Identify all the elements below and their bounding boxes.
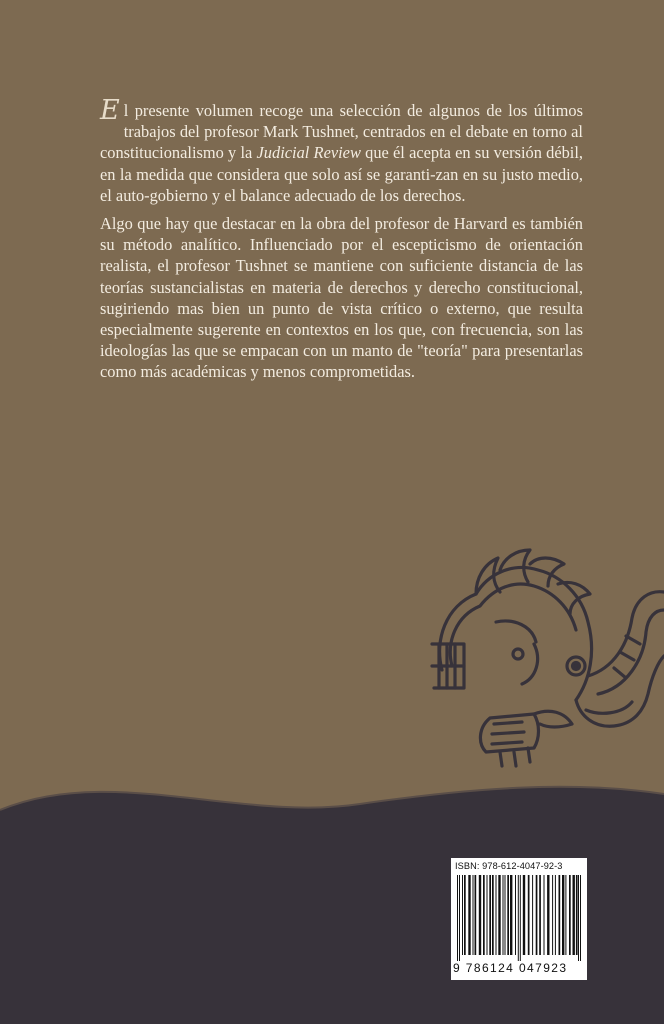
barcode-bars xyxy=(455,875,583,961)
decorative-initial: E xyxy=(100,95,120,126)
pre-columbian-serpent-glyph-icon xyxy=(430,548,664,780)
blurb-p1-italic-term: Judicial Review xyxy=(256,143,361,163)
blurb-p1-text-start: l presente volumen recoge una selección de algunos de los últimos trabajos del profesor Mark Tushnet, centrados en el debate en torno al constitucionalismo y la xyxy=(100,101,583,163)
isbn-label: ISBN: 978-612-4047-92-3 xyxy=(455,861,563,871)
back-cover-blurb xyxy=(100,95,583,390)
isbn-barcode xyxy=(451,858,587,980)
blurb-paragraph-1 xyxy=(100,95,583,206)
blurb-paragraph-2: Algo que hay que destacar en la obra del profesor de Harvard es también su método analítico. Influenciado por el escepticismo de orientación realista, el profesor Tushnet se mantiene con suficiente distancia de las teorías sustancialistas en materia de derechos y derecho constitucional, sugiriendo mas bien un punto de vista crítico o externo, que resulta especialmente sugerente en contextos en los que, con frecuencia, son las ideologías las que se empacan con un manto de "teoría" para presentarlas como más académicas y menos comprometidas. xyxy=(100,214,583,382)
barcode-digits: 9 786124 047923 xyxy=(453,961,568,975)
blurb-p1-text-end: que él acepta en su versión débil, en la medida que considera que solo así se garanti-zan en su justo medio, el auto-gobierno y el balance adecuado de los derechos. xyxy=(100,143,583,205)
